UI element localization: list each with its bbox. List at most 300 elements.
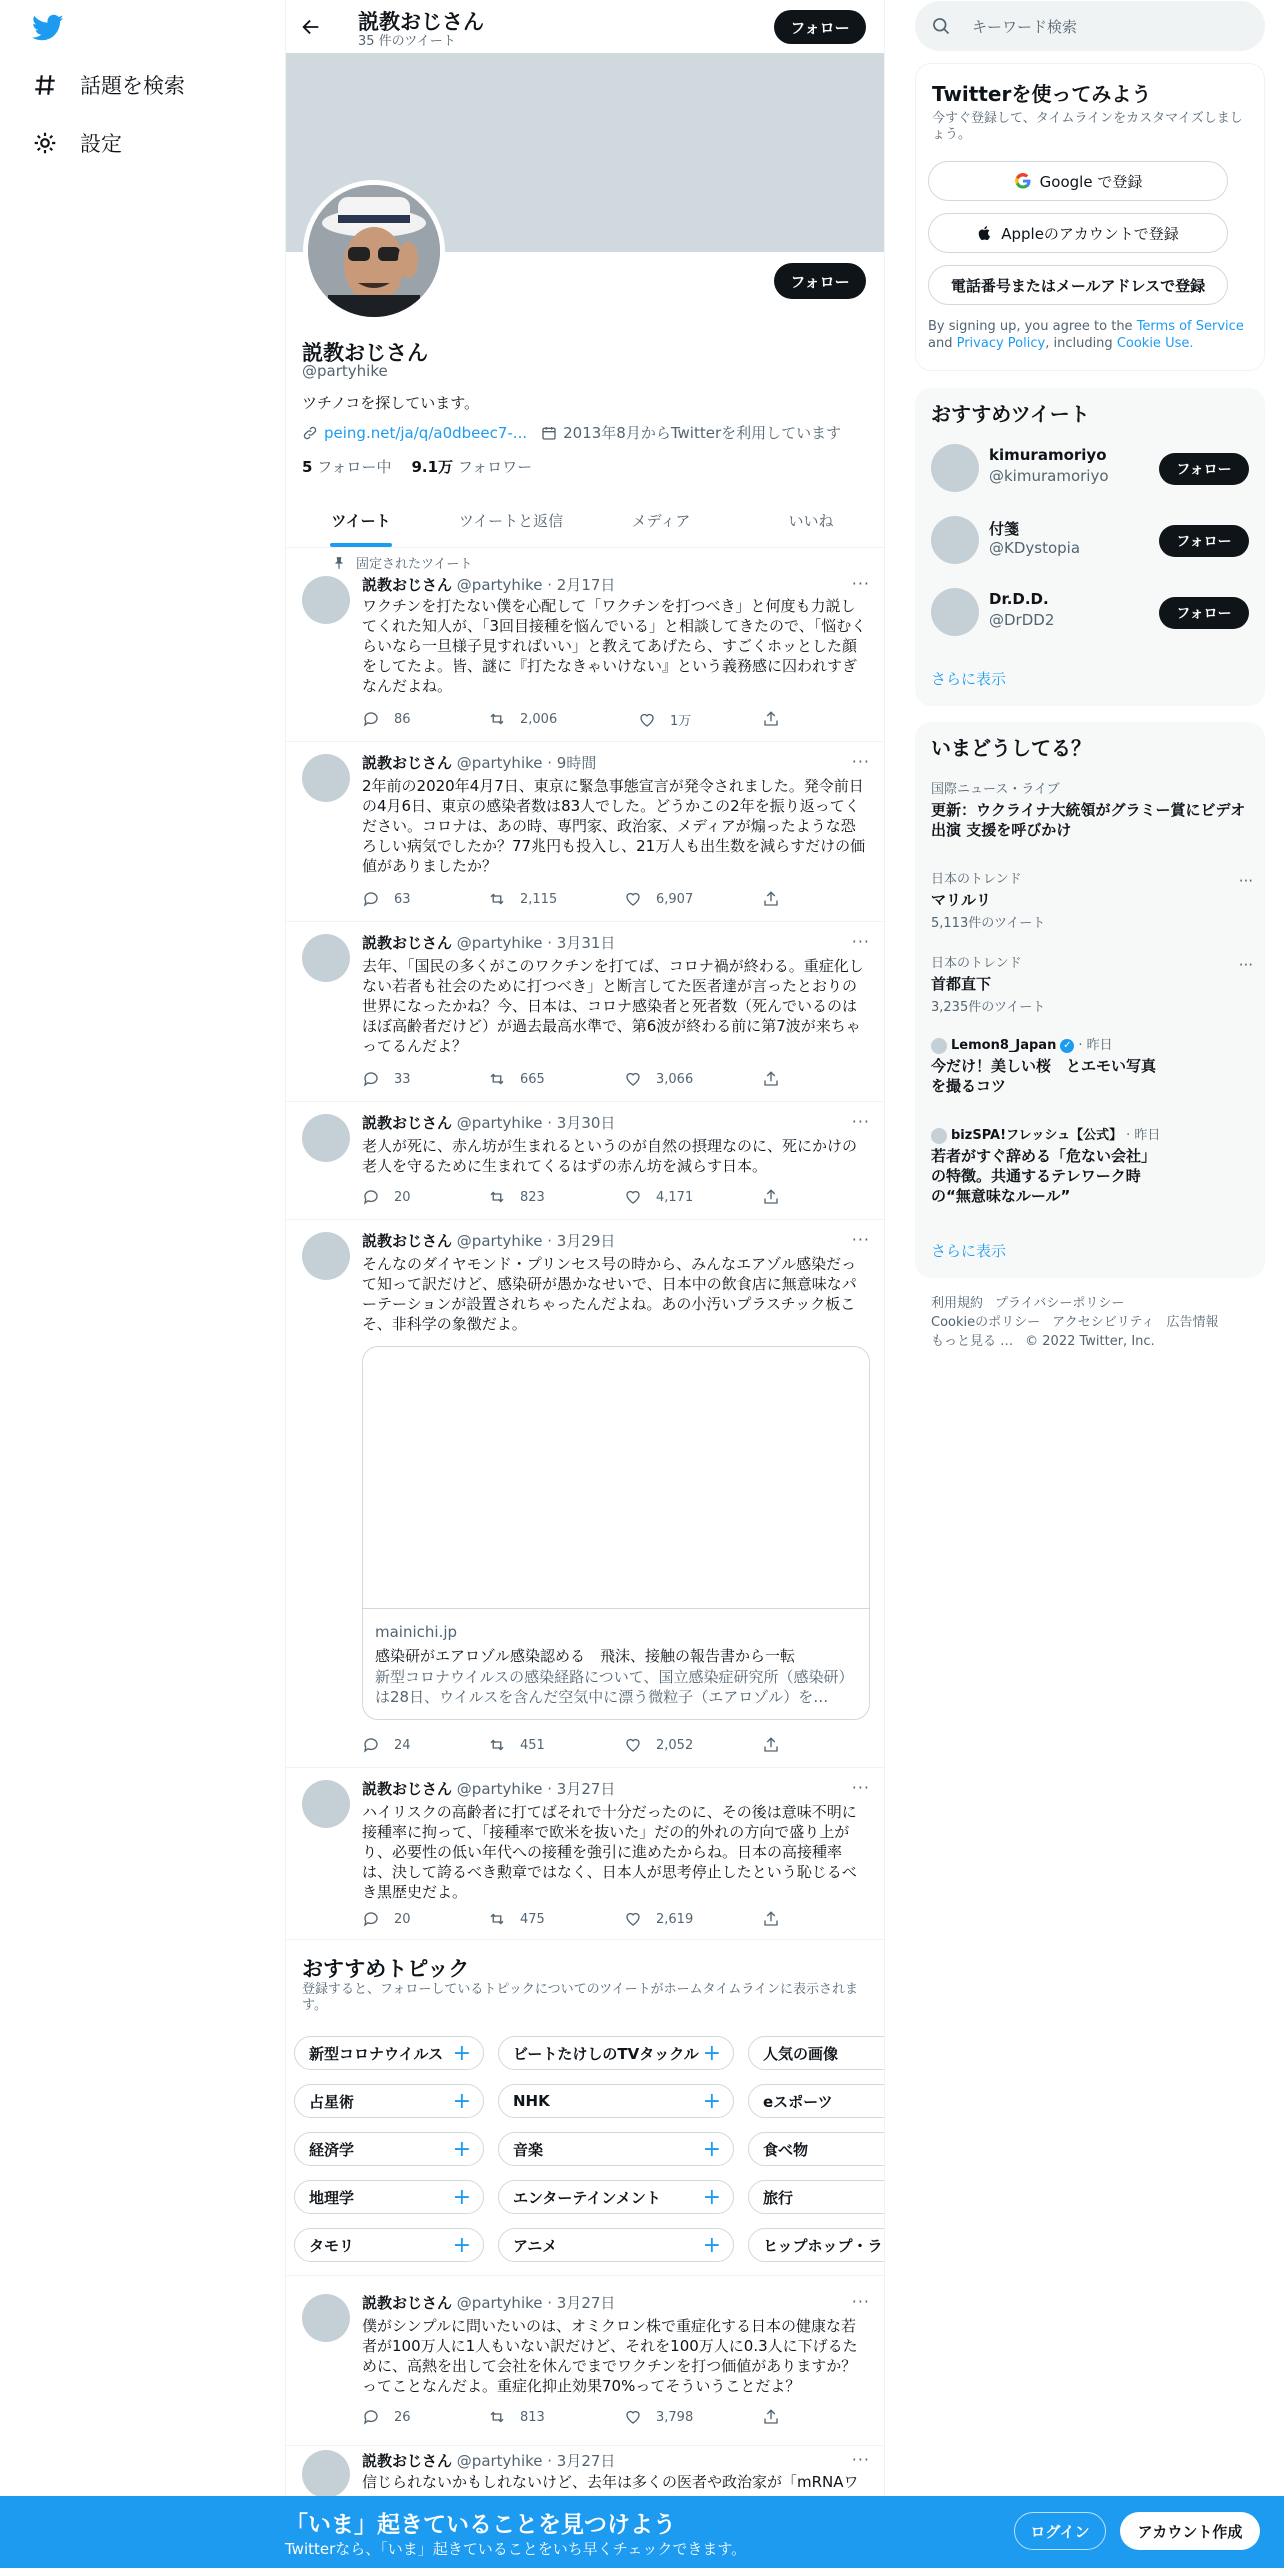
- tweet-author[interactable]: 説教おじさん: [362, 934, 453, 952]
- link-card[interactable]: [362, 1346, 870, 1720]
- reply-button[interactable]: [362, 1070, 411, 1088]
- topic-chip[interactable]: [748, 2180, 885, 2214]
- tweet[interactable]: [286, 548, 885, 742]
- tweet-header: [362, 1778, 615, 1799]
- reply-count: 20: [394, 1911, 411, 1927]
- more-icon[interactable]: ···: [851, 2292, 870, 2311]
- tweet[interactable]: [286, 742, 885, 922]
- topic-chip-label: アニメ: [513, 2236, 558, 2255]
- like-count: 3,066: [656, 1071, 694, 1087]
- reply-button[interactable]: [362, 890, 411, 908]
- profile-stats: [302, 456, 532, 477]
- topic-chip-label: 食べ物: [763, 2140, 809, 2159]
- more-icon[interactable]: ···: [851, 574, 870, 593]
- reply-icon: [362, 710, 380, 728]
- share-icon: [762, 1736, 780, 1754]
- tweet-text: ハイリスクの高齢者に打てばそれで十分だったのに、その後は意味不明に接種率に拘って、「接種率で欧米を抜いた」だの的外れの方向で盛り上がり、必要性の低い年代への接種を強引に進めたからね。日本の高接種率は、決して誇るべき勲章ではなく、日本人が思考停止したという恥じるべき黒歴史だよ。: [362, 1803, 857, 1901]
- retweet-count: 813: [520, 2409, 545, 2425]
- followers-count: 9.1万: [411, 458, 454, 476]
- link-card-image: [363, 1347, 869, 1609]
- share-button[interactable]: [762, 710, 780, 728]
- retweet-icon: [488, 1070, 506, 1088]
- topic-chip[interactable]: [498, 2084, 734, 2118]
- header-name: 説教おじさん: [358, 10, 484, 34]
- tweet-text: 僕がシンプルに問いたいのは、オミクロン株で重症化する日本の健康な若者が100万人に1人もいない訳だけど、それを100万人に0.3人に下げるために、高熱を出して会社を休んでまでワクチンを打つ価値がありますか？ってことなんだよ。重症化抑止効果70%ってそういうことだよ？: [362, 2317, 858, 2395]
- recommended-user-handle: @KDystopia: [989, 539, 1081, 557]
- topic-chip-label: 地理学: [309, 2188, 355, 2207]
- recommended-user[interactable]: [931, 512, 1249, 568]
- like-count: 6,907: [656, 891, 694, 907]
- google-icon: [1014, 172, 1032, 190]
- like-button[interactable]: [624, 1188, 693, 1206]
- like-button[interactable]: [624, 1736, 693, 1754]
- right-sidebar: [915, 0, 1265, 2568]
- apple-icon: [977, 224, 993, 242]
- share-icon: [762, 1910, 780, 1928]
- reply-icon: [362, 2408, 380, 2426]
- tweet-avatar[interactable]: [302, 1780, 350, 1828]
- topic-chip-label: NHK: [513, 2092, 550, 2110]
- plus-icon: +: [702, 2137, 721, 2162]
- share-button[interactable]: [762, 1188, 780, 1206]
- trend-title: マリルリ: [931, 891, 992, 909]
- tweet-text: 2年前の2020年4月7日、東京に緊急事態宣言が発令されました。発令前日の4月6日、東京の感染者数は83人でした。どうかこの2年を振り返ってください。コロナは、あの時、専門家、政治家、メディアが煽ったような恐ろしい病気でしたか？77兆円も投入し、21万人も出生数を減らすだけの価値がありましたか？: [362, 777, 866, 875]
- trend-item[interactable]: [931, 1038, 1249, 1096]
- nav-settings[interactable]: [32, 128, 122, 158]
- more-icon[interactable]: ···: [851, 932, 870, 951]
- link-card-description: 新型コロナウイルスの感染経路について、国立感染症研究所（感染研）は28日、ウイルスを含んだ空気中に漂う微粒子（エアロゾル）を…: [375, 1668, 854, 1706]
- tweet-meta: @partyhike · 3月29日: [456, 1232, 616, 1250]
- tweet-text: 去年、「国民の多くがこのワクチンを打てば、コロナ禍が終わる。重症化しない若者も社会のために打つべき」と断言してた医者達が言ったとおりの世界になったかね？今、日本は、コロナ感染者と死者数（死んでいるのはほぼ高齢者だけど）が過去最高水準で、第6波が終わる前に第7波が来ちゃってるんだよ？: [362, 957, 864, 1055]
- tweet-avatar[interactable]: [302, 2450, 350, 2498]
- topic-chip[interactable]: [748, 2228, 885, 2262]
- left-nav: [0, 0, 285, 2568]
- topic-chip-label: 旅行: [763, 2188, 794, 2207]
- like-button[interactable]: [624, 1070, 693, 1088]
- retweet-icon: [488, 890, 506, 908]
- google-signup-label: Google で登録: [1039, 172, 1143, 191]
- tweet-actions: [362, 710, 782, 730]
- recommended-user-avatar: [931, 588, 979, 636]
- topic-chip-label: ヒップホップ・ラ: [763, 2236, 883, 2255]
- reply-icon: [362, 890, 380, 908]
- reply-button[interactable]: [362, 2408, 411, 2426]
- share-icon: [762, 710, 780, 728]
- topic-chip-label: 人気の画像: [763, 2044, 839, 2063]
- footer-tos[interactable]: 利用規約: [931, 1296, 984, 1311]
- retweet-icon: [488, 1736, 506, 1754]
- profile-joined: [541, 422, 841, 443]
- trend-count: 5,113件のツイート: [931, 916, 1046, 931]
- signup-subtitle: 今すぐ登録して、タイムラインをカスタマイズしましょう。: [932, 111, 1243, 142]
- link-icon: [302, 425, 318, 441]
- profile-bio: ツチノコを探しています。: [302, 394, 480, 412]
- footer-cookie[interactable]: Cookieのポリシー: [931, 1315, 1041, 1330]
- more-icon[interactable]: ···: [851, 1112, 870, 1131]
- heart-icon: [624, 1188, 642, 1206]
- show-more-link[interactable]: さらに表示: [931, 670, 1007, 688]
- topics-subtitle: 登録すると、フォローしているトピックについてのツイートがホームタイムラインに表示されます。: [302, 1982, 859, 2013]
- tweet-meta: @partyhike · 3月31日: [456, 934, 616, 952]
- retweet-count: 2,115: [520, 891, 558, 907]
- tweet-text: 老人が死に、赤ん坊が生まれるというのが自然の摂理なのに、死にかけの老人を守るために生まれてくるはずの赤ん坊を減らす日本。: [362, 1137, 858, 1175]
- topic-chip[interactable]: [748, 2132, 885, 2166]
- recommended-accounts: [915, 388, 1265, 706]
- follow-button[interactable]: フォロー: [1159, 525, 1249, 557]
- phone-email-signup-button[interactable]: 電話番号またはメールアドレスで登録: [928, 265, 1228, 305]
- topic-chip-label: ビートたけしのTVタックル: [513, 2044, 699, 2063]
- like-button[interactable]: [624, 2408, 693, 2426]
- topic-chip-label: 占星術: [309, 2092, 355, 2111]
- profile-name: 説教おじさん: [302, 341, 428, 365]
- calendar-icon: [541, 425, 557, 441]
- trend-title: 首都直下: [931, 975, 992, 993]
- reply-icon: [362, 1188, 380, 1206]
- profile-link[interactable]: [302, 424, 527, 442]
- more-icon[interactable]: ···: [1238, 956, 1253, 974]
- share-icon: [762, 2408, 780, 2426]
- main-column: [285, 0, 885, 2568]
- tweet-author[interactable]: 説教おじさん: [362, 754, 453, 772]
- footer-privacy[interactable]: プライバシーポリシー: [995, 1296, 1125, 1311]
- tweet-avatar[interactable]: [302, 576, 350, 624]
- trend-title: 今だけ！美しい桜 とエモい写真を撮るコツ: [931, 1057, 1157, 1095]
- profile-header-bar: [286, 0, 885, 53]
- like-button[interactable]: [624, 890, 693, 908]
- profile-meta: [302, 422, 841, 443]
- reply-count: 26: [394, 2409, 411, 2425]
- reply-button[interactable]: [362, 1736, 411, 1754]
- topic-chip[interactable]: [294, 2132, 484, 2166]
- retweet-icon: [488, 1910, 506, 1928]
- topic-chip[interactable]: [294, 2084, 484, 2118]
- retweet-icon: [488, 1188, 506, 1206]
- like-count: 1万: [670, 714, 692, 729]
- topic-chip-label: エンターテインメント: [513, 2188, 661, 2207]
- tweet[interactable]: [286, 2276, 885, 2446]
- share-icon: [762, 1070, 780, 1088]
- gear-icon: [32, 130, 58, 156]
- topic-chip-label: タモリ: [309, 2236, 355, 2255]
- topics-title: おすすめトピック: [302, 1957, 470, 1981]
- topic-chip-label: eスポーツ: [763, 2092, 833, 2111]
- topic-chip-label: 新型コロナウイルス: [309, 2044, 444, 2063]
- reply-count: 20: [394, 1189, 411, 1205]
- retweet-count: 475: [520, 1911, 545, 1927]
- signup-button[interactable]: アカウント作成: [1120, 2512, 1260, 2550]
- tweet-author[interactable]: 説教おじさん: [362, 576, 453, 594]
- source-avatar: [931, 1038, 947, 1054]
- trend-source: Lemon8_Japan: [951, 1038, 1057, 1053]
- tweet[interactable]: [286, 922, 885, 1102]
- trend-item[interactable]: [931, 872, 1253, 931]
- legal-including: , including: [1045, 336, 1117, 351]
- apple-signup-button[interactable]: [928, 213, 1228, 253]
- topic-chip[interactable]: [294, 2036, 484, 2070]
- nav-settings-label: 設定: [80, 132, 122, 156]
- retweet-button[interactable]: [488, 1910, 545, 1928]
- tweet-meta: @partyhike · 3月27日: [456, 2294, 616, 2312]
- plus-icon: +: [452, 2089, 471, 2114]
- reply-icon: [362, 1910, 380, 1928]
- tweet-meta: @partyhike · 2月17日: [456, 576, 616, 594]
- tweet-text: ワクチンを打たない僕を心配して「ワクチンを打つべき」と何度も力説してくれた知人が、「3回目接種を悩んでいる」と相談してきたので、「悩むくらいなら一旦様子見すればいい」と教えてあげたら、すごくホッとした顔をしてたよ。皆、謎に『打たなきゃいけない』という義務感に囚われすぎなんだよね。: [362, 597, 867, 695]
- pinned-indicator: [332, 553, 472, 572]
- topic-chip-label: 音楽: [513, 2140, 544, 2159]
- recommended-topics: [286, 1940, 885, 2276]
- tweet-avatar[interactable]: [302, 1232, 350, 1280]
- tab-tweets[interactable]: ツイート: [286, 494, 436, 547]
- follow-button[interactable]: フォロー: [1159, 453, 1249, 485]
- tweet-meta: @partyhike · 3月30日: [456, 1114, 616, 1132]
- twitter-logo-icon[interactable]: [32, 14, 64, 42]
- reply-icon: [362, 1736, 380, 1754]
- link-card-domain: mainichi.jp: [375, 1623, 458, 1641]
- more-icon[interactable]: ···: [851, 752, 870, 771]
- tweet-header: [362, 1112, 615, 1133]
- reply-count: 24: [394, 1737, 411, 1753]
- plus-icon: +: [452, 2137, 471, 2162]
- tweet-author[interactable]: 説教おじさん: [362, 1232, 453, 1250]
- heart-icon: [624, 1070, 642, 1088]
- topic-chip-label: 経済学: [309, 2140, 355, 2159]
- retweet-count: 823: [520, 1189, 545, 1205]
- tweet-author[interactable]: 説教おじさん: [362, 1114, 453, 1132]
- recommended-user-name: Dr.D.D.: [989, 590, 1049, 608]
- tweet-author[interactable]: 説教おじさん: [362, 2452, 453, 2470]
- signup-banner: [0, 2496, 1284, 2568]
- tos-link[interactable]: Terms of Service: [1136, 319, 1244, 334]
- recommended-user-avatar: [931, 444, 979, 492]
- trend-time: · 昨日: [1078, 1038, 1113, 1053]
- reply-button[interactable]: [362, 1910, 411, 1928]
- retweet-button[interactable]: [488, 2408, 545, 2426]
- footer-a11y[interactable]: アクセシビリティ: [1052, 1315, 1155, 1330]
- tweet-author[interactable]: 説教おじさん: [362, 2294, 453, 2312]
- tweet[interactable]: [286, 1768, 885, 1940]
- like-count: 4,171: [656, 1189, 694, 1205]
- tweet[interactable]: [286, 1102, 885, 1220]
- share-button[interactable]: [762, 1910, 780, 1928]
- retweet-count: 2,006: [520, 711, 558, 727]
- share-icon: [762, 890, 780, 908]
- header-follow-button[interactable]: フォロー: [774, 10, 866, 44]
- reply-button[interactable]: [362, 710, 411, 728]
- recommended-user[interactable]: [931, 584, 1249, 640]
- search-input[interactable]: [915, 1, 1265, 51]
- recommended-user-name: 付箋: [989, 520, 1020, 538]
- tweet-header: [362, 752, 596, 773]
- footer-ads[interactable]: 広告情報: [1166, 1315, 1219, 1330]
- login-button[interactable]: ログイン: [1014, 2512, 1106, 2550]
- follow-button[interactable]: フォロー: [1159, 597, 1249, 629]
- search-icon: [931, 16, 951, 36]
- reply-button[interactable]: [362, 1188, 411, 1206]
- pinned-label: 固定されたツイート: [356, 557, 473, 572]
- topic-chip[interactable]: [498, 2180, 734, 2214]
- trend-context: 国際ニュース・ライブ: [931, 782, 1060, 797]
- tweet-actions: [362, 1910, 782, 1930]
- profile-joined-text: 2013年8月からTwitterを利用しています: [563, 424, 842, 442]
- tweet-actions: [362, 2408, 782, 2428]
- cookie-link[interactable]: Cookie Use.: [1116, 336, 1194, 351]
- banner-headline: 「いま」起きていることを見つけよう: [285, 2512, 676, 2538]
- signup-legal: [928, 318, 1250, 352]
- following-count: 5: [302, 458, 313, 476]
- privacy-link[interactable]: Privacy Policy: [956, 336, 1046, 351]
- profile-follow-button[interactable]: フォロー: [774, 263, 866, 299]
- header-tweet-count: 35 件のツイート: [358, 34, 456, 49]
- google-signup-button[interactable]: [928, 161, 1228, 201]
- share-icon: [762, 1188, 780, 1206]
- trend-title: 若者がすぐ辞める「危ない会社」の特徴。共通するテレワーク時の“無意味なルール”: [931, 1147, 1157, 1205]
- retweet-button[interactable]: [488, 1736, 545, 1754]
- tab-media[interactable]: メディア: [631, 512, 691, 530]
- tweet-header: [362, 1230, 615, 1251]
- trend-source: bizSPA!フレッシュ【公式】: [951, 1128, 1123, 1143]
- tweet-meta: @partyhike · 3月27日: [456, 2452, 616, 2470]
- share-button[interactable]: [762, 1070, 780, 1088]
- tweet[interactable]: [286, 1220, 885, 1768]
- heart-icon: [624, 1910, 642, 1928]
- profile-avatar[interactable]: [303, 180, 445, 322]
- share-button[interactable]: [762, 1736, 780, 1754]
- footer-more[interactable]: もっと見る …: [931, 1334, 1014, 1349]
- tweet-author[interactable]: 説教おじさん: [362, 1780, 453, 1798]
- like-count: 3,798: [656, 2409, 694, 2425]
- reply-count: 33: [394, 1071, 411, 1087]
- link-card-title: 感染研がエアロゾル感染認める 飛沫、接触の報告書から一転: [375, 1647, 796, 1665]
- source-avatar: [931, 1128, 947, 1144]
- show-more-link[interactable]: さらに表示: [931, 1242, 1007, 1260]
- plus-icon: +: [702, 2041, 721, 2066]
- retweet-button[interactable]: [488, 890, 557, 908]
- signup-title: Twitterを使ってみよう: [932, 82, 1152, 106]
- signup-panel: [915, 63, 1265, 371]
- share-button[interactable]: [762, 2408, 780, 2426]
- retweet-icon: [488, 710, 506, 728]
- legal-pre: By signing up, you agree to the: [928, 319, 1137, 334]
- heart-icon: [624, 2408, 642, 2426]
- trend-time: · 昨日: [1126, 1128, 1161, 1143]
- topic-chip[interactable]: [498, 2036, 734, 2070]
- retweet-button[interactable]: [488, 1188, 545, 1206]
- reply-icon: [362, 1070, 380, 1088]
- tweet-avatar[interactable]: [302, 754, 350, 802]
- more-icon[interactable]: ···: [851, 1778, 870, 1797]
- topic-chip[interactable]: [498, 2228, 734, 2262]
- topic-chip[interactable]: [294, 2180, 484, 2214]
- followers-stat[interactable]: [411, 456, 532, 477]
- footer-links: [931, 1294, 1251, 1351]
- more-icon[interactable]: ···: [851, 2450, 870, 2469]
- tweet-text: 信じられないかもしれないけど、去年は多くの医者や政治家が「mRNAワ: [362, 2473, 859, 2491]
- topic-chip[interactable]: [498, 2132, 734, 2166]
- like-count: 2,052: [656, 1737, 694, 1753]
- retweet-count: 665: [520, 1071, 545, 1087]
- more-icon[interactable]: ···: [851, 1230, 870, 1249]
- tweet-avatar[interactable]: [302, 934, 350, 982]
- tab-tweets-and-replies[interactable]: ツイートと返信: [458, 512, 564, 530]
- recommend-title: おすすめツイート: [931, 402, 1090, 426]
- share-button[interactable]: [762, 890, 780, 908]
- following-label: フォロー中: [317, 458, 392, 476]
- banner-subtitle: Twitterなら、「いま」起きていることをいち早くチェックできます。: [285, 2540, 747, 2558]
- topic-chip[interactable]: [748, 2036, 885, 2070]
- plus-icon: +: [702, 2089, 721, 2114]
- tweet-actions: [362, 1188, 782, 1208]
- nav-explore-label: 話題を検索: [80, 74, 185, 98]
- followers-label: フォロワー: [457, 458, 533, 476]
- following-stat[interactable]: [302, 456, 391, 477]
- recommended-user-name: kimuramoriyo: [989, 446, 1107, 464]
- trend-item[interactable]: [931, 782, 1249, 840]
- retweet-button[interactable]: [488, 710, 557, 728]
- nav-explore[interactable]: [32, 70, 185, 100]
- plus-icon: +: [452, 2041, 471, 2066]
- recommended-user-handle: @kimuramoriyo: [989, 467, 1109, 485]
- trends-panel: [915, 722, 1265, 1278]
- tweet-avatar[interactable]: [302, 2294, 350, 2342]
- topic-chip[interactable]: [748, 2084, 885, 2118]
- profile-handle: @partyhike: [302, 362, 388, 380]
- heart-icon: [624, 890, 642, 908]
- tweet-header: [362, 2450, 615, 2471]
- profile-link-text: peing.net/ja/q/a0dbeec7-...: [324, 423, 528, 442]
- tweet-actions: [362, 1070, 782, 1090]
- retweet-count: 451: [520, 1737, 545, 1753]
- more-icon[interactable]: ···: [1238, 872, 1253, 890]
- plus-icon: +: [452, 2185, 471, 2210]
- trends-title: いまどうしてる？: [931, 736, 1091, 760]
- heart-icon: [638, 711, 656, 729]
- apple-signup-label: Appleのアカウントで登録: [1001, 224, 1179, 243]
- reply-count: 86: [394, 711, 411, 727]
- like-button[interactable]: [624, 1910, 693, 1928]
- tweet-actions: [362, 1736, 782, 1756]
- tweet-avatar[interactable]: [302, 1114, 350, 1162]
- trend-context: 日本のトレンド: [931, 872, 1022, 887]
- tweet-text: そんなのダイヤモンド・プリンセス号の時から、みんなエアゾル感染だって知って訳だけど、感染研が愚かなせいで、日本中の飲食店に無意味なパーテーションが設置されちゃったんだよね。あの小汚いプラスチック板こそ、非科学の象徴だよ。: [362, 1255, 857, 1333]
- trend-count: 3,235件のツイート: [931, 1000, 1046, 1015]
- plus-icon: +: [702, 2185, 721, 2210]
- recommended-user[interactable]: [931, 440, 1249, 496]
- topic-chip[interactable]: [294, 2228, 484, 2262]
- trend-title: 更新：ウクライナ大統領がグラミー賞にビデオ出演 支援を呼びかけ: [931, 801, 1246, 839]
- tab-likes[interactable]: いいね: [788, 512, 834, 530]
- trend-item[interactable]: [931, 1128, 1249, 1206]
- pin-icon: [332, 556, 346, 570]
- retweet-icon: [488, 2408, 506, 2426]
- heart-icon: [624, 1736, 642, 1754]
- verified-icon: ✓: [1060, 1039, 1074, 1053]
- back-arrow-icon[interactable]: [300, 16, 322, 38]
- tweet-actions: [362, 890, 782, 910]
- trend-item[interactable]: [931, 956, 1253, 1015]
- tweet-meta: @partyhike · 9時間: [456, 754, 597, 772]
- hashtag-icon: [32, 72, 58, 98]
- like-button[interactable]: [638, 710, 691, 729]
- reply-count: 63: [394, 891, 411, 907]
- search-placeholder: キーワード検索: [972, 18, 1078, 36]
- tweet-meta: @partyhike · 3月27日: [456, 1780, 616, 1798]
- profile-tabs: [286, 494, 885, 548]
- footer-copyright: © 2022 Twitter, Inc.: [1025, 1334, 1155, 1349]
- retweet-button[interactable]: [488, 1070, 545, 1088]
- recommended-user-avatar: [931, 516, 979, 564]
- plus-icon: +: [702, 2233, 721, 2258]
- tweet-header: [362, 2292, 615, 2313]
